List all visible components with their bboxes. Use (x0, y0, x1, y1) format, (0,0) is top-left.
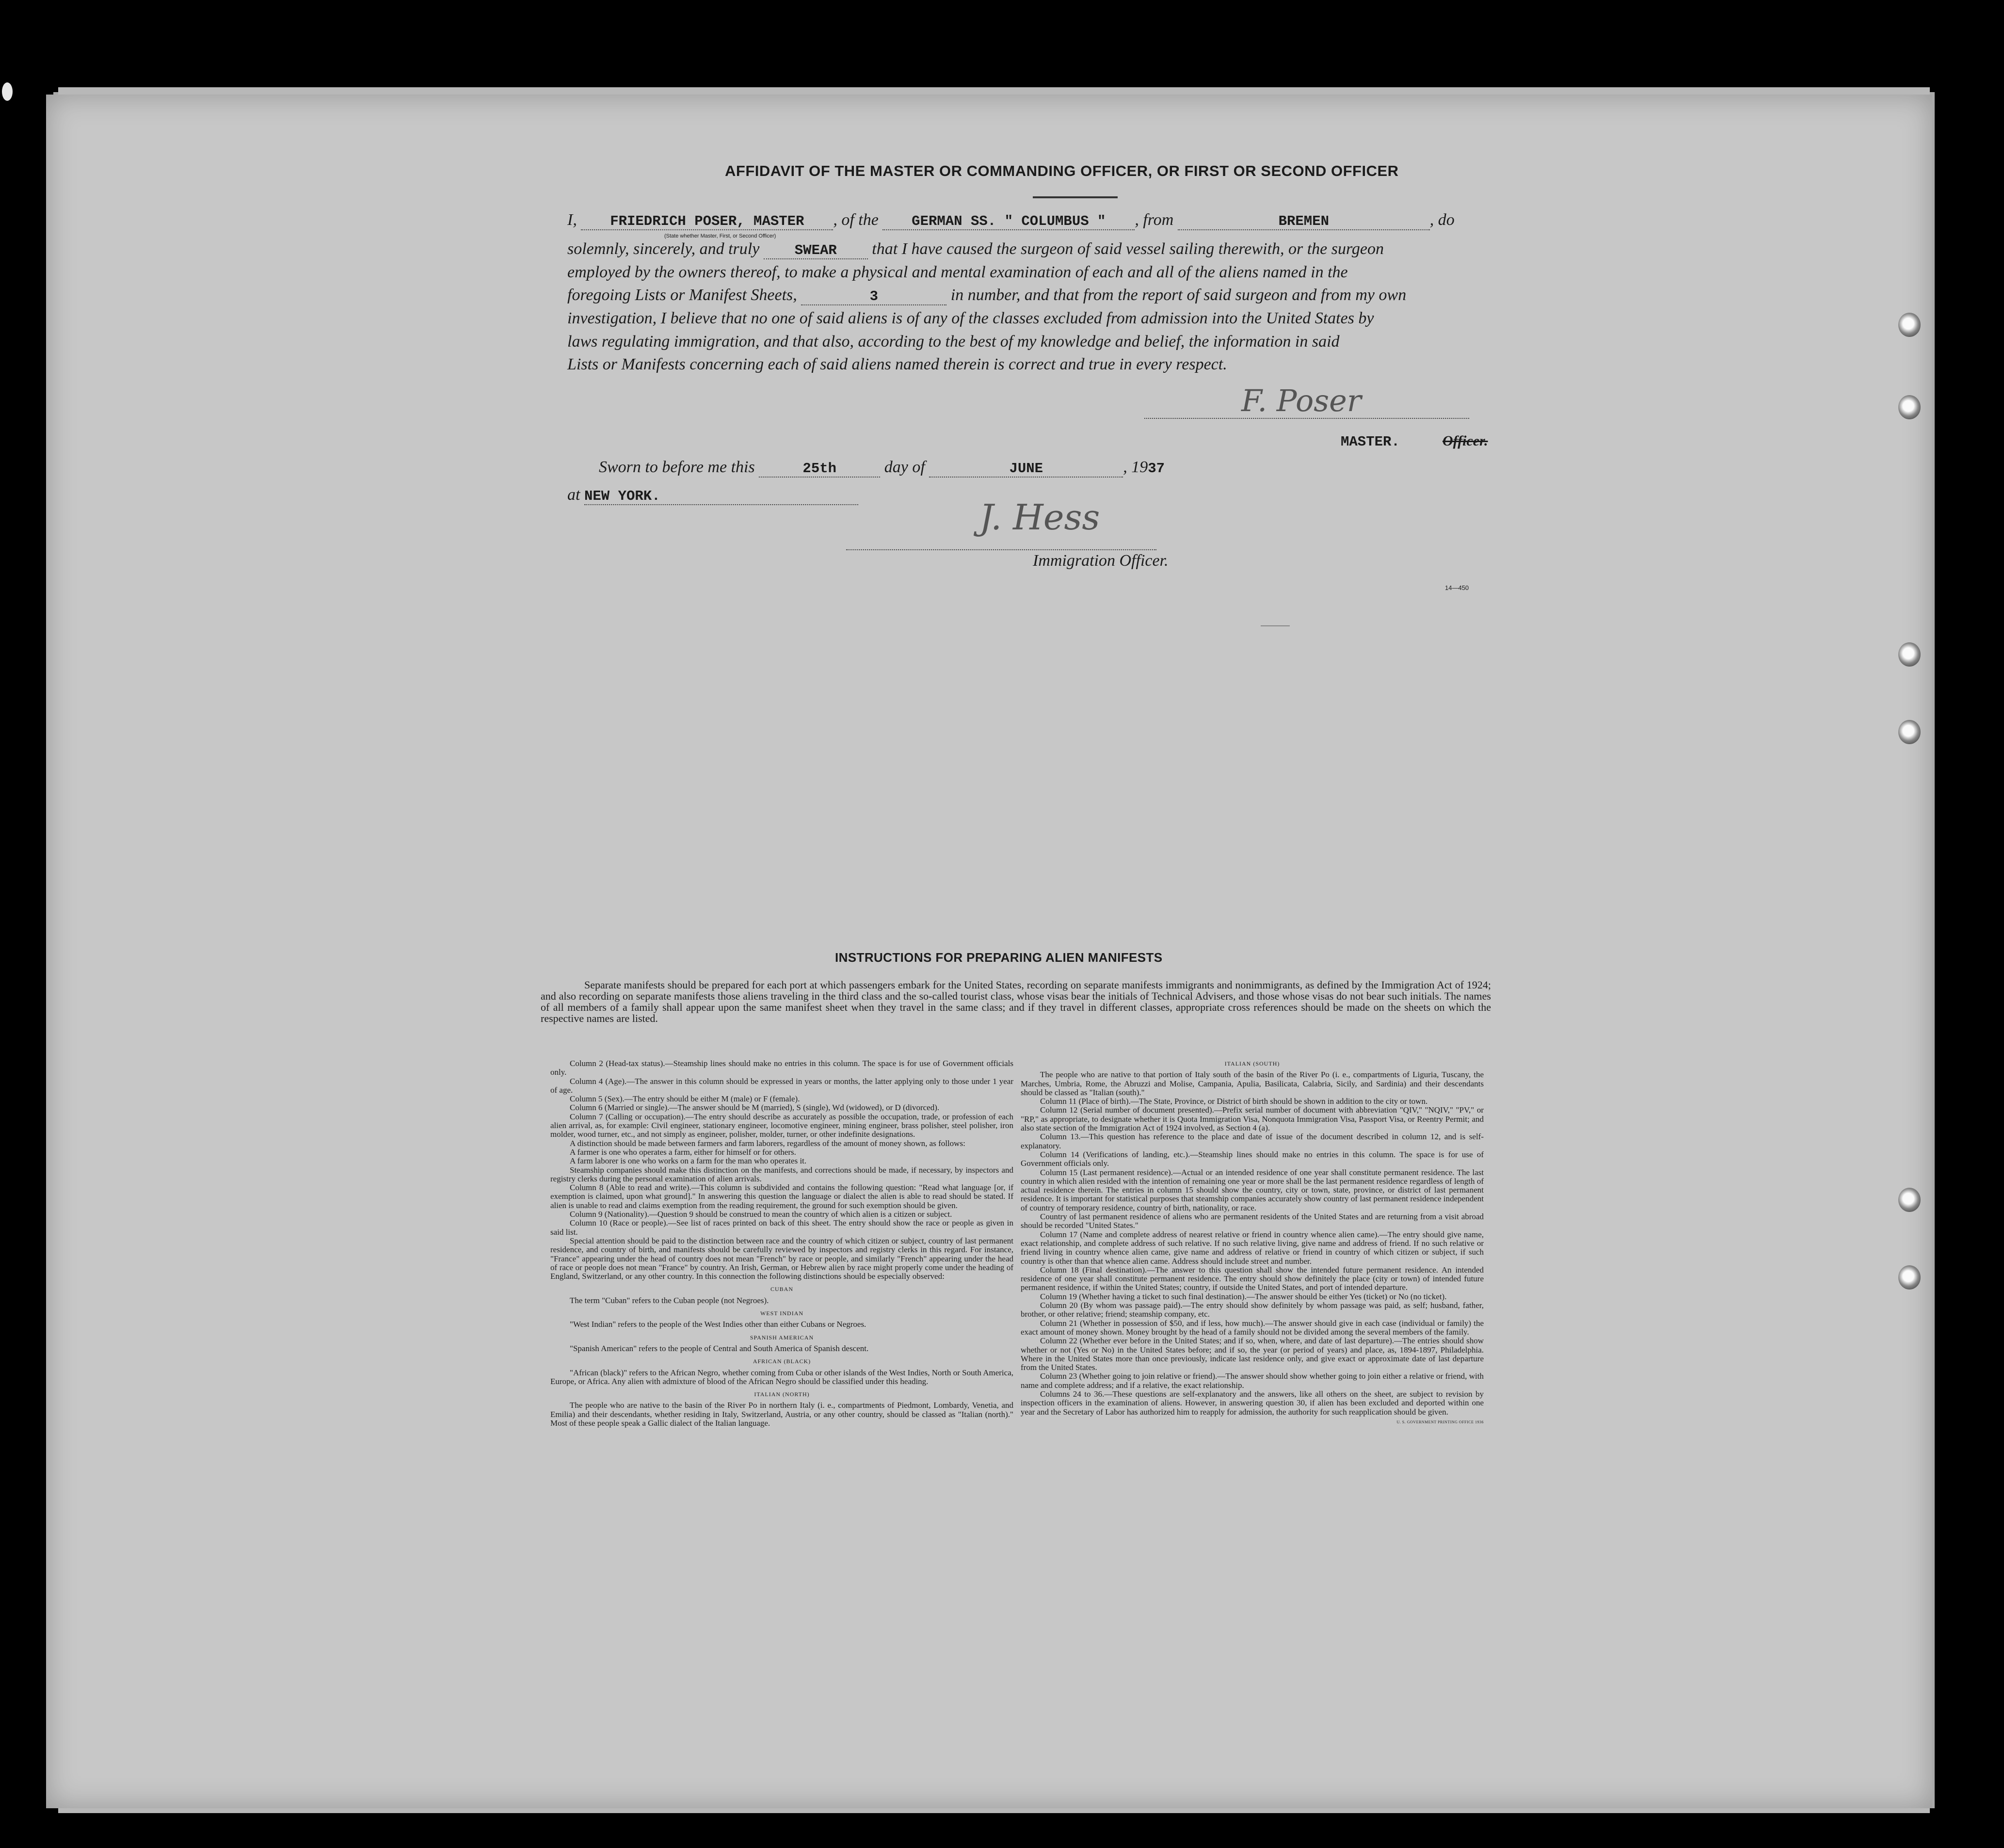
line1-from: , from (1135, 211, 1174, 229)
instruction-paragraph: Column 20 (By whom was passage paid).—The entry should show definitely by whom passage was paid, as self; husband, father, brother, or other relative; friend; steamship company, etc. (1021, 1301, 1484, 1319)
instruction-paragraph: Column 18 (Final destination).—The answer to this question shall show the intended future permanent residence. An intended residence of one year shall constitute permanent residence. The entry should show definitely the place (city or town) of intended future permanent residence, if within the United States; country, if outside the United States, and port of intended departure. (1021, 1265, 1484, 1292)
instruction-paragraph: Column 23 (Whether going to join relative or friend).—The answer should show whether going to join either a relative or friend, with name and complete address; and if a relative, the exact relationship. (1021, 1371, 1484, 1390)
instruction-paragraph: A farm laborer is one who works on a farm for the man who operates it. (570, 1156, 807, 1166)
officer-word: Officer. (1443, 433, 1488, 449)
line4-pre: foregoing Lists or Manifest Sheets, (567, 286, 797, 304)
cuban-text: The term "Cuban" refers to the Cuban people (not Negroes). (570, 1295, 769, 1305)
oath-word: SWEAR (764, 242, 868, 259)
stray-mark (1261, 625, 1290, 626)
instruction-paragraph: Column 13.—This question has reference to the place and date of issue of the document described in column 12, and is self-explanatory. (1021, 1132, 1484, 1150)
title-rule (1033, 196, 1118, 198)
instruction-paragraph: Column 4 (Age).—The answer in this column should be expressed in years or months, the latter applying only to those under 1 year of age. (550, 1076, 1013, 1095)
punch-hole-icon (1898, 1265, 1921, 1290)
officer-signature-line (846, 549, 1156, 550)
instruction-paragraph: A distinction should be made between farmers and farm laborers, regardless of the amount of money shown, as follows: (570, 1138, 965, 1148)
instruction-paragraph: Column 12 (Serial number of document presented).—Prefix serial number of document with abbreviation "QIV," "NQIV," "PV," or "RP," as appropriate, to designate whether it is Quota Immigration Visa, Nonquota Immigration Visa, Passport Visa, or Reentry Permit; and also state section of the Immigration Act of 1924 involved, as Section 4 (a). (1021, 1105, 1484, 1133)
instruction-paragraph: Column 14 (Verifications of landing, etc.).—Steamship lines should make no entries in this column. The space is for use of Government officials only. (1021, 1149, 1484, 1168)
instruction-paragraph: The people who are native to that portion of Italy south of the basin of the River Po (i. e., compartments of Liguria, Tuscany, the Marches, Umbria, Rome, the Abruzzi and Molise, Campania, Apulia, Basilicata, Calabria, Sicily, and Sardinia) and their descendants should be classed as "Italian (south)." (1021, 1070, 1484, 1097)
sworn-mid: day of (884, 458, 925, 476)
master-title: MASTER. (1341, 434, 1400, 450)
punch-hole-icon (1898, 1188, 1921, 1212)
instruction-paragraph: Column 5 (Sex).—The entry should be either M (male) or F (female). (570, 1094, 800, 1104)
instruction-paragraph: Column 11 (Place of birth).—The State, Province, or District of birth should be shown in addition to the city or town. (1040, 1097, 1428, 1106)
west-indian-text: "West Indian" refers to the people of the West Indies other than either Cubans or Negroes. (570, 1320, 866, 1329)
officer-hint: (State whether Master, First, or Second Officer) (664, 233, 776, 239)
sworn-day: 25th (759, 461, 880, 478)
african-text: "African (black)" refers to the African Negro, whether coming from Cuba or other islands of the West Indies, North or South America, Europe, or Africa. Any alien with admixture of blood of the African Negro should be classified under this heading. (550, 1368, 1013, 1386)
affidavit-line-6: laws regulating immigration, and that also, according to the best of my knowledge and belief, the information in said (567, 333, 1340, 350)
sworn-month: JUNE (929, 461, 1123, 478)
line1-end: , do (1429, 211, 1455, 229)
section-heading-african: AFRICAN (BLACK) (753, 1358, 811, 1365)
line4-post: in number, and that from the report of said surgeon and from my own (950, 286, 1407, 304)
section-heading-west-indian: WEST INDIAN (760, 1310, 804, 1317)
instruction-paragraph: Steamship companies should make this distinction on the manifests, and corrections should be made, if necessary, by inspectors and registry clerks during the personal examination of alien arrivals. (550, 1165, 1013, 1183)
instruction-paragraph: Column 2 (Head-tax status).—Steamship lines should make no entries in this column. The space is for use of Government officials only. (550, 1059, 1013, 1077)
affidavit-line-2 (567, 240, 1384, 259)
affidavit-title: AFFIDAVIT OF THE MASTER OR COMMANDING OFFICER, OR FIRST OR SECOND OFFICER (725, 162, 1399, 179)
vessel-name: GERMAN SS. " COLUMBUS " (882, 213, 1135, 230)
port-name: BREMEN (1178, 213, 1430, 230)
punch-hole-icon (1898, 642, 1921, 667)
instruction-paragraph: Column 7 (Calling or occupation).—The entry should describe as accurately as possible the occupation, trade, or profession of each alien arrival, as, for example: Civil engineer, stationary engineer, locomotive engineer, mining engineer, brass polisher, steel polisher, iron molder, wood turner, etc., and not simply as engineer, polisher, molder, turner, or other indefinite designations. (550, 1112, 1013, 1139)
officer-name: FRIEDRICH POSER, MASTER (581, 213, 833, 230)
immigration-officer-label: Immigration Officer. (1033, 552, 1169, 570)
instructions-column-right (1021, 1059, 1484, 1427)
sworn-pre: Sworn to before me this (599, 458, 755, 476)
binding-edge-mark (2, 82, 13, 101)
italian-north-text: The people who are native to the basin of the River Po in northern Italy (i. e., compartments of Piedmont, Lombardy, Venetia, and Emilia) and their descendants, whether residing in Italy, Switzerland, Austria, or any other country, should be classed as "Italian (north)." Most of these people speak a Gallic dialect of the Italian language. (550, 1401, 1013, 1428)
at-label: at (567, 486, 580, 504)
instruction-paragraph: Country of last permanent residence of aliens who are permanent residents of the United States and are returning from a visit abroad should be recorded "United States." (1021, 1212, 1484, 1230)
punch-hole-icon (1898, 313, 1921, 337)
sworn-line (599, 458, 1165, 478)
printer-note-wrap (1021, 1417, 1484, 1427)
instructions-title: INSTRUCTIONS FOR PREPARING ALIEN MANIFESTS (835, 950, 1163, 965)
instructions-intro: Separate manifests should be prepared for each port at which passengers embark for the United States, recording on separate manifests immigrants and nonimmigrants, as defined by the Immigration Act of 1924; and also recording on separate manifests those aliens traveling in the third class and the so-called tourist class, whose visas bear the initials of Technical Advisers, and those whose visas do not bear such initials. The names of all members of a family shall appear upon the same manifest sheet when they travel in the same class; and if they travel in different classes, appropriate cross references should be made on the sheets on which the respective names are listed. (541, 979, 1491, 1024)
location: NEW YORK. (584, 488, 858, 505)
instruction-paragraph: Column 6 (Married or single).—The answer should be M (married), S (single), Wd (widowed), or D (divorced). (570, 1103, 940, 1113)
instructions-column-left (550, 1059, 1013, 1428)
instruction-paragraph: Special attention should be paid to the distinction between race and the country of which citizen or subject, country of last permanent residence, and country of birth, and manifests should be carefully reviewed by inspectors and registry clerks in this regard. For instance, "France" appearing under the head of country does not mean "French" by race or people, and similarly "French" appearing under the head of race or people does not mean "France" by country. An Irish, German, or Hebrew alien by race might properly come under the heading of England, Switzerland, or any other country. In this connection the following distinctions should be especially observed: (550, 1236, 1013, 1281)
punch-hole-icon (1898, 395, 1921, 419)
section-heading-italian-south: ITALIAN (SOUTH) (1224, 1060, 1280, 1067)
affidavit-line-4 (567, 286, 1406, 305)
spanish-american-text: "Spanish American" refers to the people of Central and South America of Spanish descent. (570, 1343, 869, 1353)
line1-mid: , of the (833, 211, 879, 229)
instruction-paragraph: Column 22 (Whether ever before in the United States; and if so, when, where, and date of last departure).—The entries should show whether or not (Yes or No) in the United States before; and if so, the year (or period of years) and place, as, 1894-1897, Philadelphia. Where in the United States more than once previously, indicate last residence only, and give exact or approximate date of last departure from the United States. (1021, 1336, 1484, 1372)
instruction-paragraph: A farmer is one who operates a farm, either for himself or for others. (570, 1147, 796, 1157)
instruction-paragraph: Column 15 (Last permanent residence).—Actual or an intended residence of one year shall constitute permanent residence. The last country in which alien resided with the intention of remaining one year or more shall be the last permanent residence regardless of length of actual residence therein. The entries in column 15 should show the country, city or town, state, province, or district of last permanent residence. It is important for statistical purposes that steamship companies accurately show country of last permanent residence independent of country of temporary residence, country of birth, nationality, or race. (1021, 1167, 1484, 1212)
location-line (567, 486, 858, 505)
sworn-year-prefix: , 19 (1123, 458, 1148, 476)
form-number: 14—450 (1445, 584, 1469, 591)
instruction-paragraph: Column 10 (Race or people).—See list of races printed on back of this sheet. The entry should show the race or people as given in said list. (550, 1218, 1013, 1237)
line2-pre: solemnly, sincerely, and truly (567, 240, 760, 258)
instruction-paragraph: Column 17 (Name and complete address of nearest relative or friend in country whence alien came).—The entry should give name, exact relationship, and complete address of such relative. If no such relative living, give name and address of friend. If no such relative or friend living in country whence alien came, give name and address of relative or friend in country of which citizen or subject, if such country is other than that whence alien came. Address should include street and number. (1021, 1229, 1484, 1266)
master-signature-line (1144, 418, 1469, 419)
immigration-officer-signature: J. Hess (979, 497, 1100, 538)
punch-hole-icon (1898, 720, 1921, 744)
instruction-paragraph: Columns 24 to 36.—These questions are self-explanatory and the answers, like all others on the sheet, are subject to revision by inspection officers in the examination of aliens. However, in answering question 30, if alien has been excluded and deported within one year and the Secretary of Labor has authorized him to reapply for admission, the authority for such reapplication should be given. (1021, 1389, 1484, 1417)
line1-pre: I, (567, 211, 577, 229)
section-heading-cuban: CUBAN (770, 1286, 793, 1293)
sworn-year: 37 (1148, 461, 1165, 477)
affidavit-line-7: Lists or Manifests concerning each of said aliens named therein is correct and true in every respect. (567, 355, 1227, 373)
printer-note: U. S. GOVERNMENT PRINTING OFFICE 1936 (1396, 1419, 1484, 1424)
affidavit-line-3: employed by the owners thereof, to make a physical and mental examination of each and all of the aliens named in the (567, 263, 1348, 281)
master-signature: F. Poser (1241, 383, 1362, 418)
section-heading-spanish-american: SPANISH AMERICAN (750, 1334, 814, 1341)
section-heading-italian-north: ITALIAN (NORTH) (754, 1391, 810, 1398)
instruction-paragraph: Column 8 (Able to read and write).—This column is subdivided and contains the following question: "Read what language [or, if exemption is claimed, upon what ground]." In answering this question the language or dialect the alien is able to read should be stated. If alien is unable to read and claims exemption from the reading requirement, the ground for such exemption should be given. (550, 1183, 1013, 1210)
instruction-paragraph: Column 21 (Whether in possession of $50, and if less, how much).—The answer should give in each case (individual or family) the exact amount of money shown. Money brought by the head of a family should not be divided among the several members of the family. (1021, 1318, 1484, 1337)
sheets-count: 3 (801, 288, 946, 305)
affidavit-line-1 (567, 211, 1455, 230)
instruction-paragraph: Column 9 (Nationality).—Question 9 should be construed to mean the country of which alien is a citizen or subject. (570, 1210, 952, 1219)
line2-post: that I have caused the surgeon of said vessel sailing therewith, or the surgeon (872, 240, 1384, 258)
instruction-paragraph: Column 19 (Whether having a ticket to such final destination).—The answer should be either Yes (ticket) or No (no ticket). (1040, 1291, 1447, 1301)
affidavit-line-5: investigation, I believe that no one of said aliens is of any of the classes excluded from admission into the United States by (567, 309, 1374, 327)
